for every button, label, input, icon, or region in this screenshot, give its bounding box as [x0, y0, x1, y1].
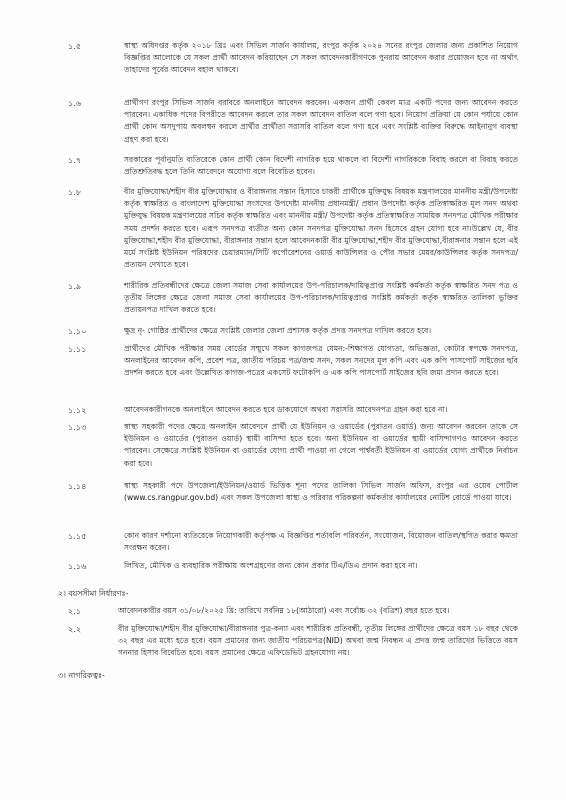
clause-number: ১.৮	[68, 187, 82, 197]
clause-number: ১.১০	[68, 326, 87, 336]
clause-number: ১.১৬	[68, 561, 87, 571]
clause-text: প্রার্থীদের মৌখিক পরীক্ষার সময় বোর্ডের সম্মুখে সকল কাগজপত্র যেমন:-শিক্ষাগত যোগ্যতা, অভিজ্ঞতা, কোটার স্বপক্ষে সনদপত্র, অনলাইনের আবেদন কপি, প্রবেশ পত্র, জাতীয় পরিচয় পত্র/জন্ম সনদ, সকল সনদের মূল কপি এবং এক কপি পাসপোর্ট সাইজের ছবি প্রদর্শন করতে হবে এবং উল্লেখিত কাগজ-পত্রের একসেট ফটোকপি ও এক কপি পাসপোর্ট সাইজের ছবি জমা প্রদান করতে হবে।	[124, 344, 518, 378]
clause-text: আবেদনকারীগনকে অনলাইনে আবেদন করতে হবে ডাকযোগে অথবা সরাসরি আবেদনপত্র গ্রহন করা হবে না।	[124, 405, 448, 414]
clause-text: কোন কারণ দর্শানো ব্যতিরেকে নিয়োগকারী কর্তৃপক্ষ এ বিজ্ঞপ্তির শর্তাবলি পরিবর্তন, সংযোজন, বিয়োজন বাতিল/স্থগিত করার ক্ষমতা সংরক্ষন করেন।	[124, 531, 518, 553]
clause-number: ১.১১	[68, 344, 87, 354]
clause-number: ১.১৪	[68, 481, 87, 491]
clause-number: ১.১২	[68, 405, 87, 415]
clause-number: ১.৯	[68, 281, 82, 291]
section-3-heading: ৩। নাগরিকত্বঃ-	[58, 671, 105, 680]
clause-text: সরকারের পূর্বানুমতি ব্যতিরেকে কোন প্রার্থী কোন বিদেশী নাগরিক হয়ে থাকলে বা বিদেশী নাগরিককে বিবাহ করলে বা বিবাহ করতে প্রতিশ্রুতিবদ্ধ হলে তিনি আবেদনে অযোগ্য বলে বিবেচিত হবেন।	[124, 155, 518, 177]
clause-number: ১.১৫	[68, 531, 87, 541]
clause-text: প্রার্থীগণ রংপুর সিভিল সার্জন বরাবরে অনলাইনে আবেদন করবেন। একজন প্রার্থী কেবল মাত্র একটি পদের জন্য আবেদন করতে পারবেন। একাধিক পদের বিপরীতে আবেদন করলে তার সকল আবেদন বাতিল বলে গণ্য হবে। নিয়োগ প্রক্রিয়া যে কোন পর্যায়ে কোন প্রার্থী কোন অসদুপায় অবলম্বন করলে প্রার্থীর প্রার্থীতা সরাসরি বাতিল বলে গণ্য হবে এবং সংশ্লিষ্ট ব্যক্তির বিরুদ্ধে আইনানুগ ব্যবস্থা গ্রহণ করা হবে।	[124, 98, 518, 144]
clause-number: ১.৬	[68, 98, 82, 108]
clause-text: স্বাস্থ্য অধিদপ্তর কর্তৃক ২০১৮ খ্রিঃ এবং সিভিল সার্জন কার্যালয়, রংপুর কর্তৃক ২০২৪ সনের রংপুর জেলার জন্য প্রকাশিত নিয়োগ বিজ্ঞপ্তির আলোকে যে সকল প্রার্থী আবেদন করিয়াছেন সে সকল আবেদনকারীগণকে পুনরায় আবেদন করার প্রয়োজন হবে না অর্থাৎ তাহাদের পূর্বের আবেদন বহাল থাকবে।	[124, 41, 518, 75]
clause-text: ক্ষুদ্র নৃ- গোষ্ঠির প্রার্থীদের ক্ষেত্রে সংশ্লিষ্ট জেলার জেলা প্রশাসক কর্তৃক প্রদত্ত সনদপত্র দাখিল করতে হবে।	[124, 326, 432, 335]
clause-number: ১.১৩	[68, 422, 87, 432]
clause-number: ২.১	[68, 606, 82, 616]
clause-text: স্বাস্থ্য সহকারী পদের ক্ষেত্রে অনলাইন আবেদনে প্রার্থী যে ইউনিয়ন ও ওয়ার্ডের (পুরাতন ওয়ার্ড) জন্য আবেদন করবেন তাকে সে ইউনিয়ন ও ওয়ার্ডের (পুরাতন ওয়ার্ড) স্থায়ী বাসিন্দা হতে হবে। অন্য ইউনিয়ন বা ওয়ার্ডের স্থায়ী বাসিন্দাগণও আবেদন করতে পারবেন। সেক্ষেত্রে সংশ্লিষ্ট ইউনিয়ন বা ওয়ার্ডের যোগ্য প্রার্থী পাওয়া না গেলে পার্শ্ববর্তী ইউনিয়ন বা ওয়ার্ডের যোগ্য প্রার্থীকে নির্বাচন করা হবে।	[124, 422, 518, 468]
clause-number: ১.৫	[68, 41, 82, 51]
clause-text: বীর মুক্তিযোদ্ধা/শহীদ বীর মুক্তিযোদ্ধার ও বীরাঙ্গনার সন্তান হিসাবে চাকরী প্রার্থীকে মুক্তিযুদ্ধ বিষয়ক মন্ত্রণালয়ের মাননীয় মন্ত্রী/উপদেষ্টা কর্তৃক স্বাক্ষরিত ও বাংলাদেশ মুক্তিযোদ্ধা সংসদের উপদেষ্টা মাননীয় প্রধানমন্ত্রী/ প্রধান উপদেষ্টা কর্তৃক প্রতিস্বাক্ষরিত মূল সনদ অথবা মুক্তিযুদ্ধ বিষয়ক মন্ত্রণালয়ের সচিব কর্তৃক স্বাক্ষরিত এবং মাননীয় মন্ত্রী/ উপদেষ্টা কর্তৃক প্রতিস্বাক্ষরিত সাময়িক সনদপত্র মৌখিক পরীক্ষার সময় প্রদর্শন করতে হবে। এরূপ সনদপত্র ব্যতীত অন্য কোন সনদপত্র মুক্তিযোদ্ধা সনদ হিসেবে গ্রহন যোগ্য হবে না।উল্লেখ যে, বীর মুক্তিযোদ্ধা,শহীদ বীর মুক্তিযোদ্ধা, বীরাঙ্গনার সন্তান হলে আবেদনকারী বীর মুক্তিযোদ্ধা,শহীদ বীর মুক্তিযোদ্ধা,বীরাঙ্গনার সন্তান হলে এই মর্মে সংশ্লিষ্ট ইউনিয়ন পরিষদের চেয়ারম্যান/সিটি কর্পোরেশনের ওয়ার্ড কাউন্সিলর ও পৌর সভার মেয়র/কাউন্সিলর কর্তৃক সনদপত্র/প্রত্যয়ন দেখাতে হবে।	[124, 187, 518, 270]
section-2-heading: ২। বয়সসীমা নির্ধারণঃ-	[58, 589, 129, 598]
clause-number: ১.৭	[68, 155, 82, 165]
clause-text: আবেদনকারীর বয়স ৩১/০৮/২০২৫ খ্রি: তারিখে সর্বনিম্ন ১৮(আঠারো) এবং সর্বোচ্চ ৩২ (বত্রিশ) বছর হতে হবে।	[118, 606, 450, 615]
clause-text: স্বাস্থ্য সহকারী পদে উপজেলা/ইউনিয়ন/ওয়ার্ড ভিত্তিক শূন্য পদের তালিকা সিভিল সার্জন অফিস, রংপুর এর ওয়েব পোর্টাল (www.cs.rangpur.gov.bd) এবং সকল উপজেলা স্বাস্থ্য ও পরিবার পরিকল্পনা কর্মকর্তার কার্যালয়ের নোটিশ বোর্ডে পাওয়া যাবে।	[124, 481, 518, 503]
clause-text: লিখিত, মৌখিক ও ব্যবহারিক পরীক্ষায় অংশগ্রহণের জন্য কোন প্রকার টিএ/ডিএ প্রদান করা হবে না।	[124, 561, 418, 570]
clause-text: বীর মুক্তিযোদ্ধা/শহীদ বীর মুক্তিযোদ্ধা/বীরাঙ্গনার পুত্র-কন্যা এবং শারীরিক প্রতিবন্ধী, তৃতীয় লিঙ্গের প্রার্থীদের ক্ষেত্রে বয়স ১৮ বছর থেকে ৩২ বছর এর মধ্যে হতে হবে। বয়স প্রমানের জন্য জাতীয় পরিচয়পত্র(NID) অথবা জন্ম নিবন্ধন এ প্রদত্ত জন্ম তারিখের ভিত্তিতে বয়স গননার হিসাব বিবেচিত হবে। বয়স প্রমানের ক্ষেত্রে এফিডেভিট গ্রহনযোগ্য নয়।	[118, 624, 518, 658]
clause-text: শারীরিক প্রতিবন্ধীদের ক্ষেত্রে জেলা সমাজ সেবা কার্যালয়ের উপ-পরিচালক/দায়িত্বপ্রাপ্ত সংশ্লিষ্ট কর্মকর্তা কর্তৃক স্বাক্ষরিত সনদ পত্র ও তৃতীয় লিঙ্গের ক্ষেত্রে জেলা সমাজ সেবা কার্যালয়ের উপ-পরিচালক/দায়িত্বপ্রাপ্ত সংশ্লিষ্ট কর্মকর্তা কর্তৃক স্বাক্ষরিত তালিকা ভুক্তির প্রত্যয়নপত্র দাখিল করতে হবে।	[124, 281, 518, 315]
clause-number: ২.২	[68, 624, 82, 634]
